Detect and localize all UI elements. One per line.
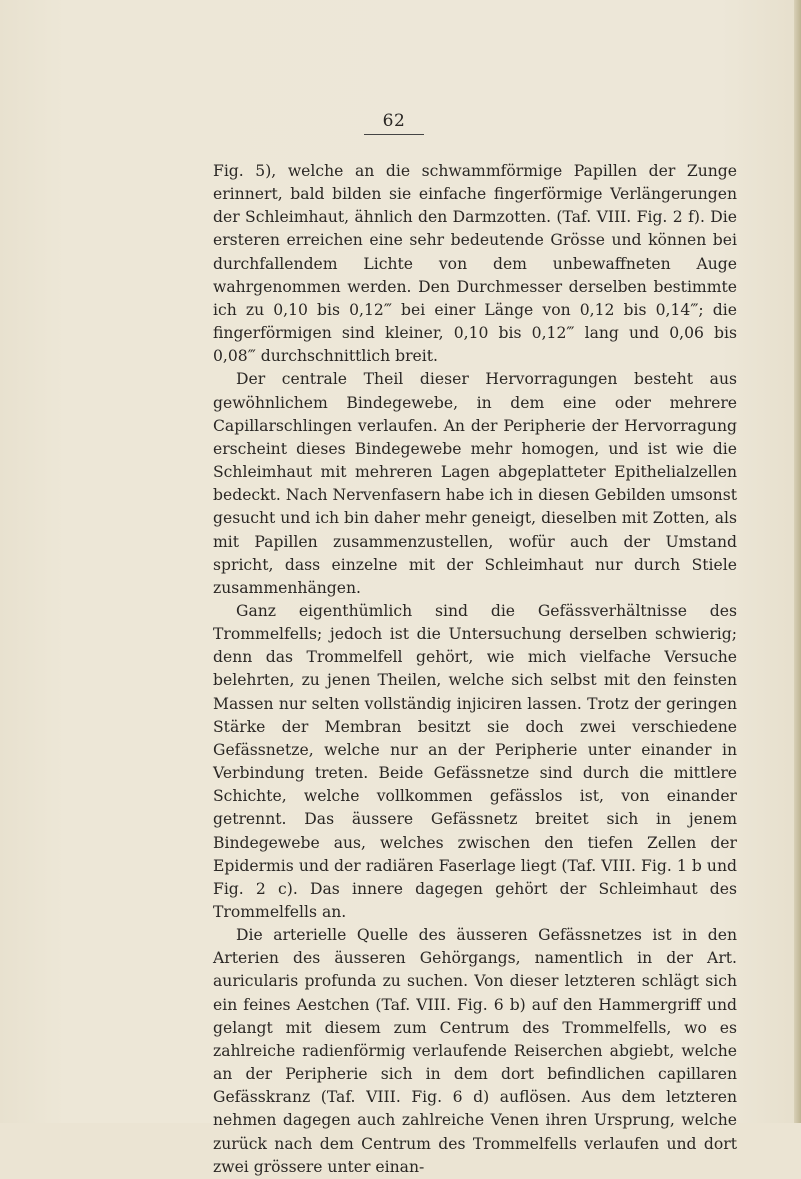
paragraph-1: Fig. 5), welche an die schwammförmige Papillen der Zunge erinnert, bald bilden sie einfache fingerförmige Verlängerungen der Schleimhaut, ähnlich den Darmzotten. (Taf. VIII. Fig. 2 f). Die ersteren erreichen eine sehr bedeutende Grösse und können bei durchfallendem Lichte von dem unbewaffneten Auge wahrgenommen werden. Den Durchmesser derselben bestimmte ich zu 0,10 bis 0,12‴ bei einer Länge von 0,12 bis 0,14‴; die fingerförmigen sind kleiner, 0,10 bis 0,12‴ lang und 0,06 bis 0,08‴ durchschnittlich breit.: [213, 162, 737, 366]
paragraph-3: Ganz eigenthümlich sind die Gefässverhältnisse des Trommelfells; jedoch ist die Untersuchung derselben schwierig; denn das Trommelfell gehört, wie mich vielfache Versuche belehrten, zu jenen Theilen, welche sich selbst mit den feinsten Massen nur selten vollständig injiciren lassen. Trotz der geringen Stärke der Membran besitzt sie doch zwei verschiedene Gefässnetze, welche nur an der Peripherie unter einander in Verbindung treten. Beide Gefässnetze sind durch die mittlere Schichte, welche vollkommen gefässlos ist, von einander getrennt. Das äussere Gefässnetz breitet sich in jenem Bindegewebe aus, welches zwischen den tiefen Zellen der Epidermis und der radiären Faserlage liegt (Taf. VIII. Fig. 1 b und Fig. 2 c). Das innere dagegen gehört der Schleimhaut des Trommelfells an.: [213, 601, 737, 921]
paragraph-2: Der centrale Theil dieser Hervorragungen besteht aus gewöhnlichem Bindegewebe, in dem eine oder mehrere Capillarschlingen verlaufen. An der Peripherie der Hervorragung erscheint dieses Bindegewebe mehr homogen, und ist wie die Schleimhaut mit mehreren Lagen abgeplatteter Epithelialzellen bedeckt. Nach Nervenfasern habe ich in diesen Gebilden umsonst gesucht und ich bin daher mehr geneigt, dieselben mit Zotten, als mit Papillen zusammenzustellen, wofür auch der Umstand spricht, dass einzelne mit der Schleimhaut nur durch Stiele zusammenhängen.: [213, 370, 737, 597]
page-edge: [794, 0, 801, 1123]
page-number: 62: [364, 111, 424, 135]
body-text: [213, 160, 737, 1179]
paragraph-4: Die arterielle Quelle des äusseren Gefässnetzes ist in den Arterien des äusseren Gehörgangs, namentlich in der Art. auricularis profunda zu suchen. Von dieser letzteren schlägt sich ein feines Aestchen (Taf. VIII. Fig. 6 b) auf den Hammergriff und gelangt mit diesem zum Centrum des Trommelfells, wo es zahlreiche radienförmig verlaufende Reiserchen abgiebt, welche an der Peripherie sich in dem dort befindlichen capillaren Gefässkranz (Taf. VIII. Fig. 6 d) auflösen. Aus dem letzteren nehmen dagegen auch zahlreiche Venen ihren Ursprung, welche zurück nach dem Centrum des Trommelfells verlaufen und dort zwei grössere unter einan-: [213, 926, 737, 1176]
